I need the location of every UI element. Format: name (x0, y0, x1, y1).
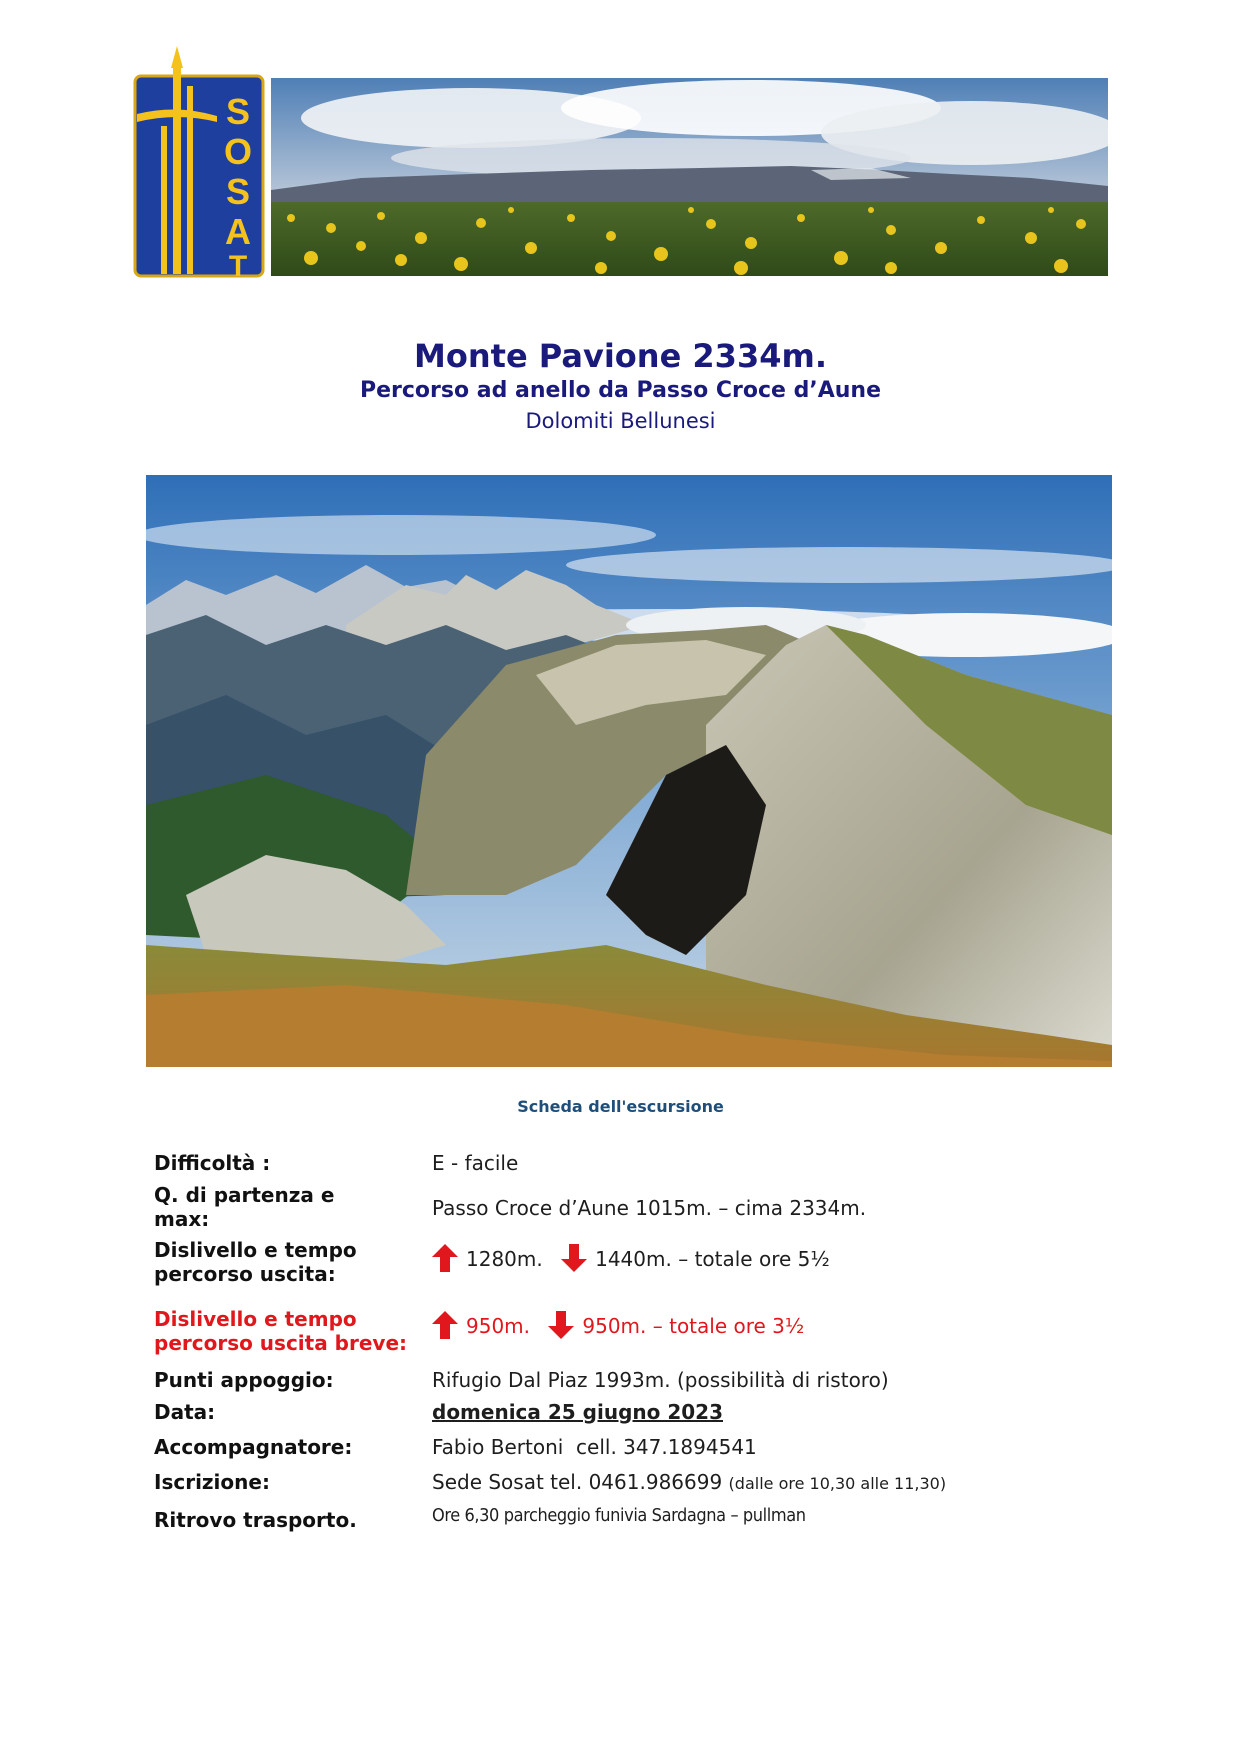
detail-value (432, 1244, 830, 1277)
detail-label: Data: (154, 1400, 216, 1424)
ascent-value: 1280m. (466, 1247, 543, 1271)
descent-value: 950m. – totale ore 3½ (582, 1314, 805, 1338)
arrow-up-icon (432, 1311, 458, 1344)
detail-label: Iscrizione: (154, 1470, 270, 1494)
card-caption: Scheda dell'escursione (517, 1097, 724, 1116)
svg-text:S: S (225, 171, 251, 212)
arrow-up-icon (432, 1244, 458, 1277)
arrow-down-icon (561, 1244, 587, 1277)
detail-value: Rifugio Dal Piaz 1993m. (possibilità di ristoro) (432, 1368, 889, 1392)
detail-label: Punti appoggio: (154, 1368, 334, 1392)
detail-value: E - facile (432, 1151, 519, 1175)
mountain-photo (146, 475, 1112, 1067)
page-region: Dolomiti Bellunesi (525, 409, 716, 433)
detail-label: Accompagnatore: (154, 1435, 353, 1459)
detail-value: Ore 6,30 parcheggio funivia Sardagna – pullman (432, 1505, 806, 1526)
detail-value: Fabio Bertoni cell. 347.1894541 (432, 1435, 757, 1459)
registration-phone: Sede Sosat tel. 0461.986699 (432, 1470, 723, 1494)
descent-value: 1440m. – totale ore 5½ (595, 1247, 830, 1271)
detail-label: Dislivello e tempo percorso uscita breve: (154, 1307, 408, 1355)
detail-label: Dislivello e tempo percorso uscita: (154, 1238, 357, 1286)
header-banner-image (271, 78, 1108, 276)
registration-hours: (dalle ore 10,30 alle 11,30) (728, 1474, 947, 1493)
sosat-logo (133, 46, 265, 278)
detail-value (432, 1470, 946, 1496)
detail-value: Passo Croce d’Aune 1015m. – cima 2334m. (432, 1196, 867, 1220)
detail-value: domenica 25 giugno 2023 (432, 1400, 723, 1424)
arrow-down-icon (548, 1311, 574, 1344)
ascent-value: 950m. (466, 1314, 531, 1338)
svg-text:A: A (225, 211, 251, 252)
title-block (0, 336, 1241, 436)
svg-text:O: O (223, 131, 253, 172)
detail-label: Q. di partenza e max: (154, 1183, 335, 1231)
detail-label: Difficoltà : (154, 1151, 271, 1175)
detail-label: Ritrovo trasporto. (154, 1508, 357, 1532)
svg-text:S: S (225, 91, 251, 132)
detail-value (432, 1311, 804, 1344)
page-subtitle: Percorso ad anello da Passo Croce d’Aune (359, 378, 881, 403)
svg-text:T: T (228, 250, 248, 278)
page-title: Monte Pavione 2334m. (414, 337, 827, 375)
